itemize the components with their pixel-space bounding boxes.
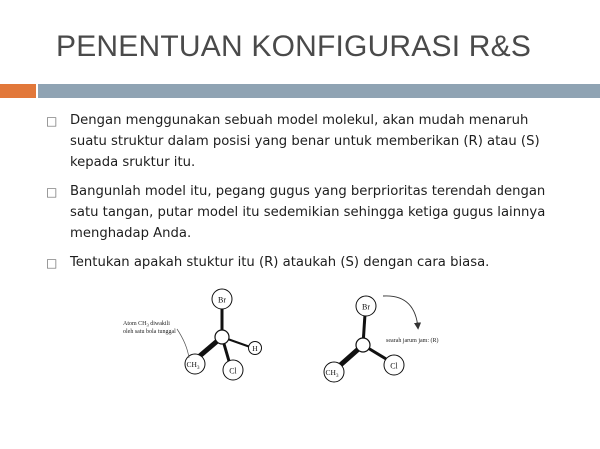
annotation-pointer-line — [177, 329, 189, 358]
left-molecule-model — [123, 289, 262, 380]
square-bullet-icon: □ — [46, 185, 58, 199]
slide-title: PENENTUAN KONFIGURASI R&S — [56, 30, 532, 63]
molecule-diagram — [115, 282, 515, 442]
atom-br-label: Br — [218, 295, 226, 305]
atom-cl-label: Cl — [390, 361, 398, 371]
square-bullet-icon: □ — [46, 114, 58, 128]
square-bullet-icon: □ — [46, 256, 58, 270]
bullet-text: Tentukan apakah stuktur itu (R) ataukah (S) dengan cara biasa. — [70, 255, 490, 270]
title-accent-bar — [0, 84, 36, 98]
bullet-item — [46, 181, 566, 244]
atom-ch3-label: $CH_3$ — [325, 368, 339, 379]
left-annotation-line1: Atom $CH_3$ diwakili — [123, 321, 170, 328]
bullet-text: Dengan menggunakan sebuah model molekul, akan mudah menaruh suatu struktur dalam posisi yang benar untuk memberikan (R) atau (S) kepada sruktur itu. — [70, 113, 540, 170]
atom-h-label: H — [252, 344, 258, 353]
right-annotation: searah jarum jam: (R) — [386, 338, 439, 344]
bullet-item — [46, 110, 566, 173]
center-carbon-atom — [356, 338, 370, 352]
atom-cl-label: Cl — [229, 366, 237, 376]
atom-br-label: Br — [362, 302, 370, 312]
bullet-item — [46, 252, 566, 273]
center-carbon-atom — [215, 330, 229, 344]
bullet-text: Bangunlah model itu, pegang gugus yang berprioritas terendah dengan satu tangan, putar model itu sedemikian sehingga ketiga gugus lainnya menghadap Anda. — [70, 184, 546, 241]
atom-ch3-label: $CH_3$ — [186, 360, 200, 371]
bullet-list — [46, 110, 566, 281]
title-divider-bar — [38, 84, 600, 98]
clockwise-arrow-icon — [383, 296, 418, 328]
right-molecule-model — [324, 296, 438, 382]
left-annotation-line2: oleh satu bola tunggal — [123, 329, 176, 335]
